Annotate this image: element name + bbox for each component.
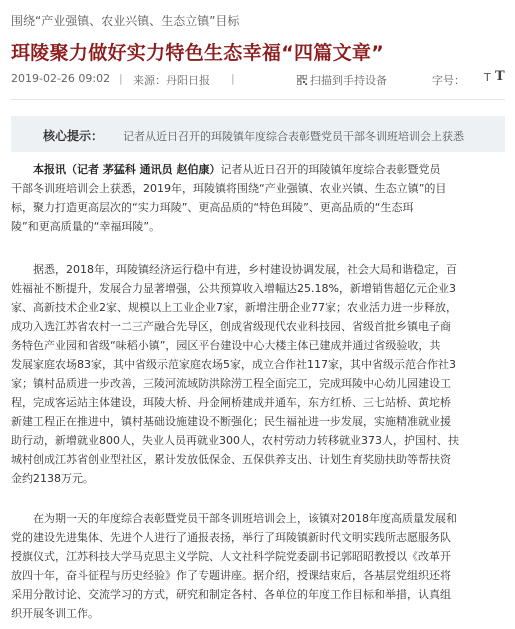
paragraph-line: 放四十年，奋斗征程与历史经验》作了专题讲座。据介绍，授课结束后，各基层党组织还将 bbox=[11, 569, 451, 582]
paragraph-line: 标，聚力打造更高层次的“实力珥陵”、更高品质的“特色珥陵”、更高品质的“生态珥 bbox=[11, 201, 414, 214]
source-label: 来源：丹阳日报 bbox=[133, 74, 210, 87]
paragraph-line: 新建工程正在推进中，镇村基础设施建设不断强化；民生福祉进一步发展，实施精准就业援 bbox=[11, 415, 451, 428]
byline: 本报讯（记者 茅猛科 通讯员 赵伯康） bbox=[33, 163, 221, 176]
paragraph-line: 城村创成江苏省创业型社区，累计发放低保金、五保供养支出、计划生育奖励扶助等帮扶资 bbox=[11, 453, 451, 466]
article-meta bbox=[11, 69, 505, 88]
paragraph-line: 家、高新技术企业2家、规模以上工业企业7家，新增注册企业77家；农业活力进一步释放， bbox=[11, 301, 457, 314]
paragraph-line: 务特色产业园和省级“味稻小镇”，园区平台建设中心大楼主体已建成并通过省级验收，共 bbox=[11, 339, 441, 352]
paragraph-line: 程，完成客运站主体建设，珥陵大桥、丹金闸桥建成并通车，东方红桥、三七站桥、黄坨桥 bbox=[11, 396, 451, 409]
meta-divider bbox=[11, 99, 505, 100]
paragraph-line: 党的建设先进集体、先进个人进行了通报表扬，举行了珥陵镇新时代文明实践所志愿服务队 bbox=[11, 531, 451, 544]
paragraph-line: 据悉，2018年，珥陵镇经济运行稳中有进，乡村建设协调发展，社会大局和谐稳定，百 bbox=[33, 263, 457, 276]
summary-text: 记者从近日召开的珥陵镇年度综合表彰暨党员干部冬训班培训会上获悉 bbox=[123, 130, 464, 143]
paragraph-line: 助行动，新增就业800人，失业人员再就业300人，农村劳动力转移就业373人，护国村、扶 bbox=[11, 434, 459, 447]
summary-box bbox=[11, 116, 505, 152]
summary-key: 核心提示： bbox=[43, 129, 104, 143]
paragraph-line: 授旗仪式，江苏科技大学马克思主义学院、人文社科学院党委副书记郭昭昭教授以《改革开 bbox=[11, 550, 451, 563]
publish-date: 2019-02-26 09:02 bbox=[11, 72, 111, 85]
article-paragraph-1 bbox=[11, 160, 505, 236]
paragraph-line: 本报讯（记者 茅猛科 通讯员 赵伯康）记者从近日召开的珥陵镇年度综合表彰暨党员 bbox=[33, 163, 441, 176]
article-paragraph-2 bbox=[11, 260, 505, 488]
paragraph-line: 陵”和更高质量的“幸福珥陵”。 bbox=[11, 220, 161, 233]
paragraph-line: 金约2138万元。 bbox=[11, 472, 94, 485]
font-size-small-button[interactable]: T bbox=[484, 71, 491, 84]
scan-to-device-label: 扫描到手持设备 bbox=[310, 74, 387, 87]
paragraph-line: 织开展冬训工作。 bbox=[11, 607, 99, 620]
paragraph-line: 干部冬训班培训会上获悉，2019年，珥陵镇将围绕“产业强镇、农业兴镇、生态立镇”的目 bbox=[11, 182, 447, 195]
paragraph-line: 姓福祉不断提升，发展合力显著增强，公共预算收入增幅达25.18%，新增销售超亿元企业3 bbox=[11, 282, 456, 295]
paragraph-line: 成功入选江苏省农村一二三产融合先导区，创成省级现代农业科技园、省级首批乡镇电子商 bbox=[11, 320, 451, 333]
paragraph-line: 发展家庭农场83家，其中省级示范家庭农场5家，成立合作社117家，其中省级示范合作社3 bbox=[11, 358, 456, 371]
font-size-large-button[interactable]: T bbox=[495, 69, 505, 84]
qr-code-icon bbox=[297, 75, 307, 85]
paragraph-line: 在为期一天的年度综合表彰暨党员干部冬训班培训会上，该镇对2018年度高质量发展和 bbox=[33, 512, 457, 525]
meta-separator: | bbox=[119, 72, 123, 85]
meta-separator: | bbox=[231, 72, 235, 85]
article-headline: 珥陵聚力做好实力特色生态幸福“四篇文章” bbox=[11, 42, 384, 64]
paragraph-line: 采用分散讨论、交流学习的方式，研究和制定各村、各单位的年度工作目标和举措，认真组 bbox=[11, 588, 451, 601]
article-paragraph-3 bbox=[11, 509, 505, 623]
paragraph-line: 家；镇村品质进一步改善，三陵河流域防洪除涝工程全面完工，完成珥陵中心幼儿园建设工 bbox=[11, 377, 451, 390]
article-kicker: 围绕“产业强镇、农业兴镇、生态立镇”目标 bbox=[11, 14, 240, 28]
scan-to-device-button[interactable] bbox=[297, 72, 387, 88]
font-size-label: 字号： bbox=[432, 74, 465, 87]
